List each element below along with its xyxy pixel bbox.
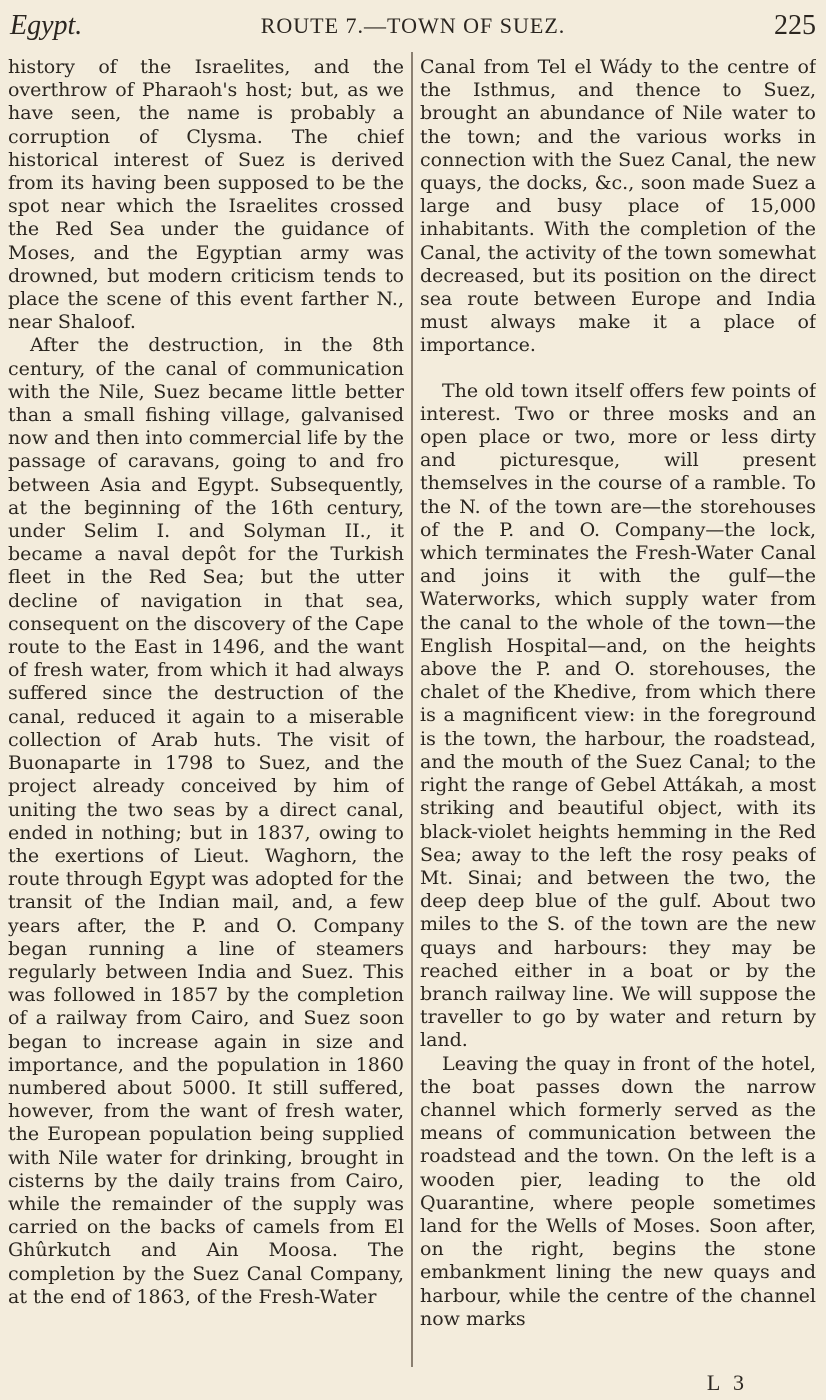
header-region: Egypt.	[10, 10, 83, 41]
running-header	[10, 6, 816, 46]
paragraph: The old town itself offers few points of interest. Two or three mosks and an open place or two, more or less dirty and picturesque, will present themselves in the course of a ramble. To the N. of the town are—the storehouses of the P. and O. Company—the lock, which terminates the Fresh-Water Canal and joins it with the gulf—the Waterworks, which supply water from the canal to the whole of the town—the English Hospital—and, on the heights above the P. and O. storehouses, the chalet of the Khedive, from which there is a magnificent view: in the foreground is the town, the harbour, the roadstead, and the mouth of the Suez Canal; to the right the range of Gebel Attákah, a most striking and beautiful object, with its black-violet heights hemming in the Red Sea; away to the left the rosy peaks of Mt. Sinai; and between the two, the deep deep blue of the gulf. About two miles to the S. of the town are the new quays and harbours: they may be reached either in a boat or by the branch railway line. We will suppose the traveller to go by water and return by land.	[420, 379, 816, 1052]
header-route-title: ROUTE 7.—TOWN OF SUEZ.	[260, 13, 566, 38]
paragraph: Canal from Tel el Wády to the centre of the Isthmus, and thence to Suez, brought an abundance of Nile water to the town; and the various works in connection with the Suez Canal, the new quays, the docks, &c., soon made Suez a large and busy place of 15,000 inhabitants. With the completion of the Canal, the activity of the town somewhat decreased, but its position on the direct sea route between Europe and India must always make it a place of importance.	[420, 56, 816, 357]
column-divider	[411, 52, 413, 1367]
page-number: 225	[774, 10, 816, 41]
right-column	[420, 56, 816, 1366]
paragraph: Leaving the quay in front of the hotel, the boat passes down the narrow channel which formerly served as the means of communication between the roadstead and the town. On the left is a wooden pier, leading to the old Quarantine, where people sometimes land for the Wells of Moses. Soon after, on the right, begins the stone embankment lining the new quays and harbour, while the centre of the channel now marks	[420, 1052, 816, 1330]
left-column	[8, 56, 404, 1366]
signature-mark: L 3	[706, 1370, 748, 1395]
paragraph: history of the Israelites, and the overthrow of Pharaoh's host; but, as we have seen, the name is probably a corruption of Clysma. The chief historical interest of Suez is derived from its having been supposed to be the spot near which the Israelites crossed the Red Sea under the guidance of Moses, and the Egyptian army was drowned, but modern criticism tends to place the scene of this event farther N., near Shaloof.	[8, 56, 404, 334]
paragraph: After the destruction, in the 8th century, of the canal of communication with the Nile, Suez became little better than a small fishing village, galvanised now and then into commercial life by the passage of caravans, going to and fro between Asia and Egypt. Subsequently, at the beginning of the 16th century, under Selim I. and Solyman II., it became a naval depôt for the Turkish fleet in the Red Sea; but the utter decline of navigation in that sea, consequent on the discovery of the Cape route to the East in 1496, and the want of fresh water, from which it had always suffered since the destruction of the canal, reduced it again to a miserable collection of Arab huts. The visit of Buonaparte in 1798 to Suez, and the project already conceived by him of uniting the two seas by a direct canal, ended in nothing; but in 1837, owing to the exertions of Lieut. Waghorn, the route through Egypt was adopted for the transit of the Indian mail, and, a few years after, the P. and O. Company began running a line of steamers regularly between India and Suez. This was followed in 1857 by the completion of a railway from Cairo, and Suez soon began to increase again in size and importance, and the population in 1860 numbered about 5000. It still suffered, however, from the want of fresh water, the European population being supplied with Nile water for drinking, brought in cisterns by the daily trains from Cairo, while the remainder of the supply was carried on the backs of camels from El Ghûrkutch and Ain Moosa. The completion by the Suez Canal Company, at the end of 1863, of the Fresh-Water	[8, 334, 404, 1308]
